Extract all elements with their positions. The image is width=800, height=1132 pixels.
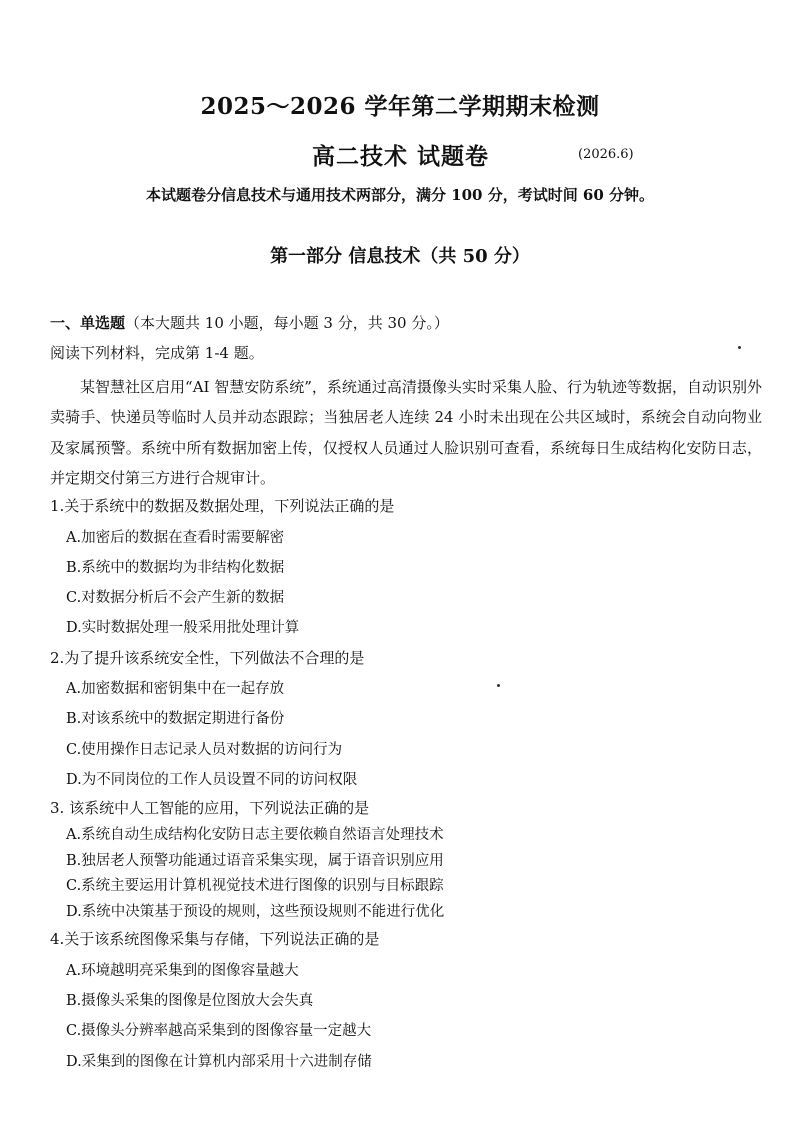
exam-date: (2026.6) — [578, 147, 634, 162]
question-1-option-d: D.实时数据处理一般采用批处理计算 — [66, 620, 300, 636]
question-3-option-b: B.独居老人预警功能通过语音采集实现，属于语音识别应用 — [66, 853, 444, 869]
question-2-option-a: A.加密数据和密钥集中在一起存放 — [66, 681, 285, 697]
reading-passage — [50, 372, 762, 494]
question-3-stem: 3. 该系统中人工智能的应用，下列说法正确的是 — [50, 799, 370, 817]
question-1-stem: 1.关于系统中的数据及数据处理，下列说法正确的是 — [50, 497, 395, 515]
question-4-option-d: D.采集到的图像在计算机内部采用十六进制存储 — [66, 1054, 372, 1070]
question-4-option-a: A.环境越明亮采集到的图像容量越大 — [66, 963, 299, 979]
question-2-option-b: B.对该系统中的数据定期进行备份 — [66, 711, 285, 727]
section-heading — [50, 312, 449, 333]
exam-title: 2025～2026 学年第二学期期末检测 — [200, 93, 600, 120]
section-instruction: 阅读下列材料，完成第 1-4 题。 — [50, 344, 264, 362]
question-1-option-c: C.对数据分析后不会产生新的数据 — [66, 590, 285, 606]
section-heading-label: 一、单选题 — [50, 314, 126, 332]
question-1-option-a: A.加密后的数据在查看时需要解密 — [66, 530, 285, 546]
exam-intro: 本试题卷分信息技术与通用技术两部分，满分 100 分，考试时间 60 分钟。 — [145, 186, 655, 204]
question-4-stem: 4.关于该系统图像采集与存储，下列说法正确的是 — [50, 930, 380, 948]
scan-speck — [497, 684, 500, 687]
question-2-option-c: C.使用操作日志记录人员对数据的访问行为 — [66, 742, 343, 758]
question-3-option-d: D.系统中决策基于预设的规则，这些预设规则不能进行优化 — [66, 904, 445, 920]
question-1-option-b: B.系统中的数据均为非结构化数据 — [66, 560, 285, 576]
passage-text: 某智慧社区启用“AI 智慧安防系统”，系统通过高清摄像头实时采集人脸、行为轨迹等数据，自动识别外卖骑手、快递员等临时人员并动态跟踪；当独居老人连续 24 小时未出现在公共区域时，系统会自动向物业及家属预警。系统中所有数据加密上传，仅授权人员通过人脸识别可查看，系统每日生成结构化安防日志，并定期交付第三方进行合规审计。 — [50, 378, 762, 488]
question-3-option-c: C.系统主要运用计算机视觉技术进行图像的识别与目标跟踪 — [66, 878, 444, 894]
question-3-option-a: A.系统自动生成结构化安防日志主要依赖自然语言处理技术 — [66, 827, 444, 843]
exam-subtitle: 高二技术 试题卷 — [312, 143, 490, 170]
question-2-stem: 2.为了提升该系统安全性，下列做法不合理的是 — [50, 649, 365, 667]
part-title: 第一部分 信息技术（共 50 分） — [270, 246, 530, 267]
scan-speck — [738, 346, 741, 349]
question-2-option-d: D.为不同岗位的工作人员设置不同的访问权限 — [66, 772, 358, 788]
question-4-option-b: B.摄像头采集的图像是位图放大会失真 — [66, 993, 314, 1009]
question-4-option-c: C.摄像头分辨率越高采集到的图像容量一定越大 — [66, 1023, 372, 1039]
section-heading-note: （本大题共 10 小题，每小题 3 分，共 30 分。） — [125, 314, 449, 332]
